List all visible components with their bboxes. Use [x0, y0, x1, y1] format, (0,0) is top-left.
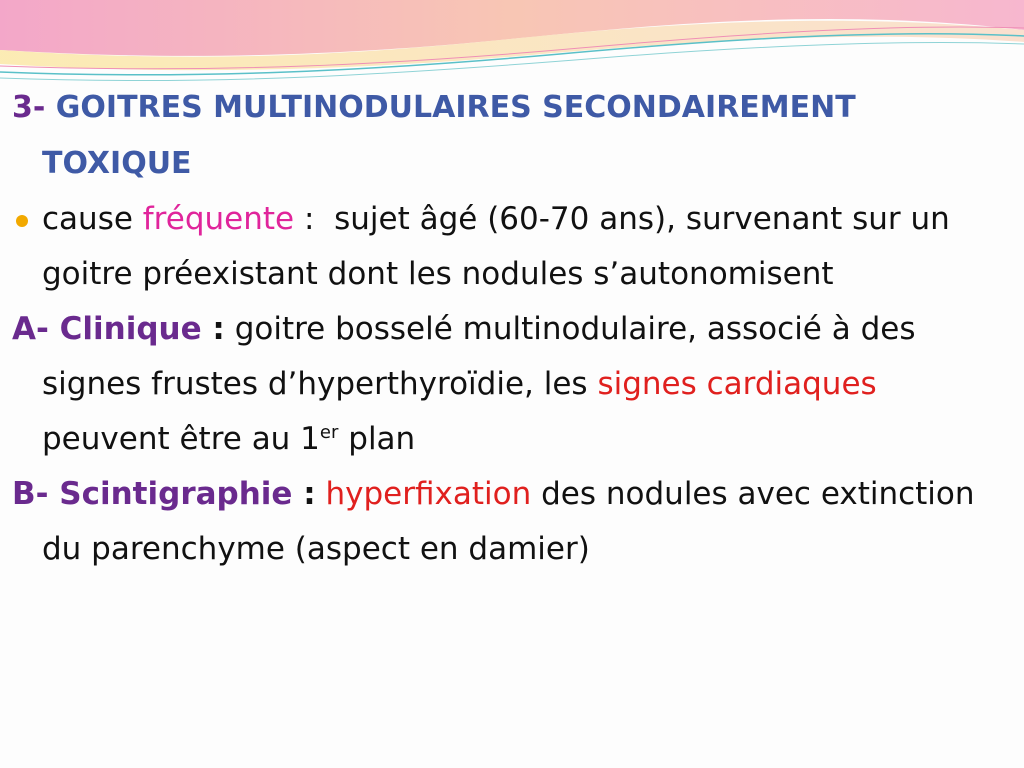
clinique-superscript: er — [319, 422, 339, 443]
clinique-text-2: peuvent être au 1 — [42, 421, 320, 457]
clinique-highlight: signes cardiaques — [597, 366, 877, 402]
clinique-text-3: plan — [338, 421, 416, 457]
scintigraphie-colon: : — [292, 476, 316, 512]
bullet-rest: sujet âgé (60-70 ans), survenant sur un goitre préexistant dont les nodules s’autonomisent — [42, 201, 960, 292]
bullet-paragraph — [12, 192, 1012, 302]
clinique-colon: : — [201, 311, 225, 347]
clinique-label: A- Clinique — [12, 311, 202, 347]
clinique-paragraph — [12, 302, 1012, 467]
scintigraphie-space — [316, 476, 326, 512]
clinique-text-1: goitre bosselé multinodulaire, associé à des signes frustes d’hyperthyroïdie, les — [42, 311, 916, 402]
bullet-highlight: fréquente — [142, 201, 295, 237]
bullet-separator: : — [294, 201, 315, 237]
slide-content — [12, 80, 1012, 577]
scintigraphie-highlight: hyperfixation — [325, 476, 532, 512]
bullet-prefix: cause — [42, 201, 143, 237]
title-text: GOITRES MULTINODULAIRES SECONDAIREMENT TOXIQUE — [42, 90, 856, 181]
scintigraphie-paragraph — [12, 467, 1012, 577]
round-bullet-icon — [16, 215, 28, 227]
scintigraphie-label: B- Scintigraphie — [12, 476, 293, 512]
title-number: 3- — [12, 90, 46, 125]
scintigraphie-rest: des nodules avec extinction du parenchyme (aspect en damier) — [42, 476, 975, 567]
slide-title — [12, 80, 1012, 192]
